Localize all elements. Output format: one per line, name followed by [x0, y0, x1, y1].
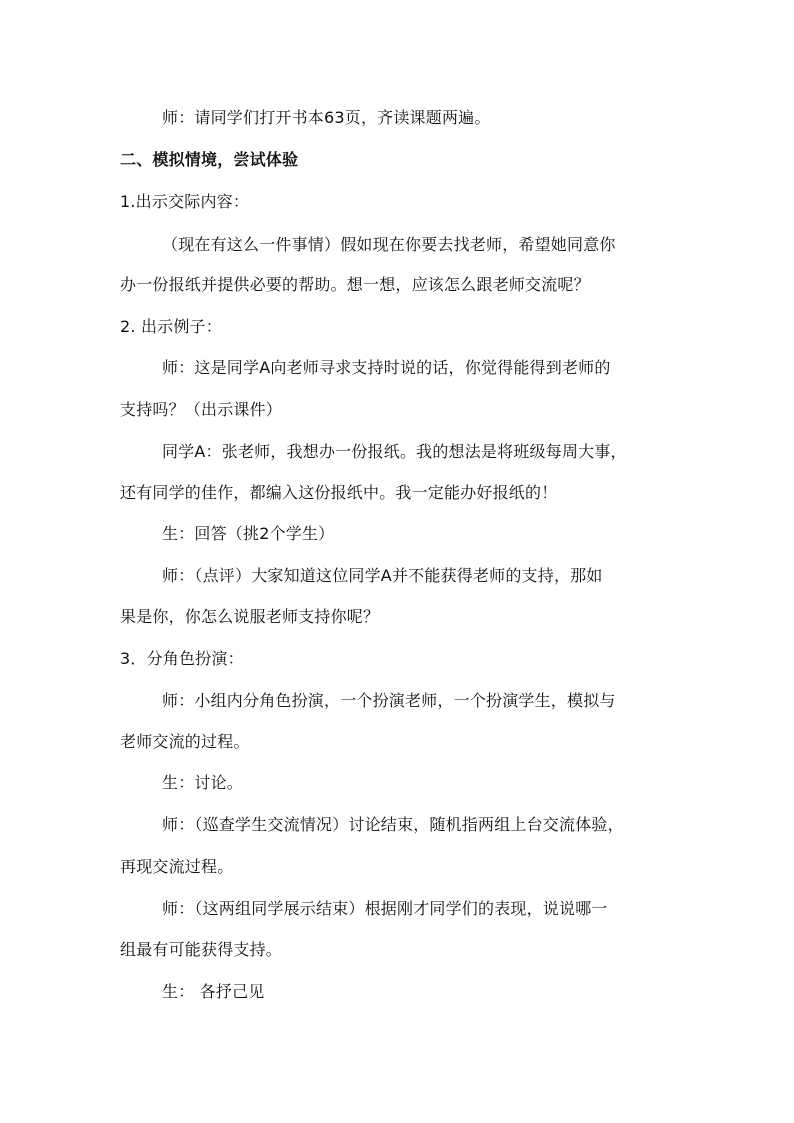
text-line: 老师交流的过程。: [120, 732, 250, 751]
section-heading: 二、模拟情境，尝试体验: [120, 150, 299, 169]
text-line: 同学A：张老师，我想办一份报纸。我的想法是将班级每周大事，: [162, 442, 627, 461]
numbered-item: 1.出示交际内容：: [120, 192, 250, 211]
text-line: 生： 各抒己见: [162, 982, 265, 1001]
text-line: 还有同学的佳作，都编入这份报纸中。我一定能办好报纸的！: [120, 483, 558, 502]
text-line: 师：（巡查学生交流情况）讨论结束，随机指两组上台交流体验，: [162, 815, 624, 834]
numbered-item: 2. 出示例子：: [120, 317, 222, 336]
text-line: 支持吗？（出示课件）: [120, 400, 283, 419]
text-line: 组最有可能获得支持。: [120, 940, 283, 959]
numbered-item: 3．分角色扮演：: [120, 649, 244, 668]
text-line: 师：（点评）大家知道这位同学A并不能获得老师的支持，那如: [162, 566, 603, 585]
text-line: 再现交流过程。: [120, 857, 234, 876]
text-line: 生：讨论。: [162, 773, 244, 792]
text-line: （现在有这么一件事情）假如现在你要去找老师，希望她同意你: [162, 235, 616, 254]
text-line: 师：小组内分角色扮演，一个扮演老师，一个扮演学生，模拟与: [162, 691, 616, 710]
text-line: 师：请同学们打开书本63页，齐读课题两遍。: [162, 108, 491, 127]
text-line: 生：回答（挑2个学生）: [162, 524, 335, 543]
text-line: 果是你，你怎么说服老师支持你呢？: [120, 607, 380, 626]
text-line: 师：这是同学A向老师寻求支持时说的话，你觉得能得到老师的: [162, 358, 611, 377]
text-line: 师：（这两组同学展示结束）根据刚才同学们的表现，说说哪一: [162, 899, 608, 918]
text-line: 办一份报纸并提供必要的帮助。想一想，应该怎么跟老师交流呢？: [120, 275, 590, 294]
